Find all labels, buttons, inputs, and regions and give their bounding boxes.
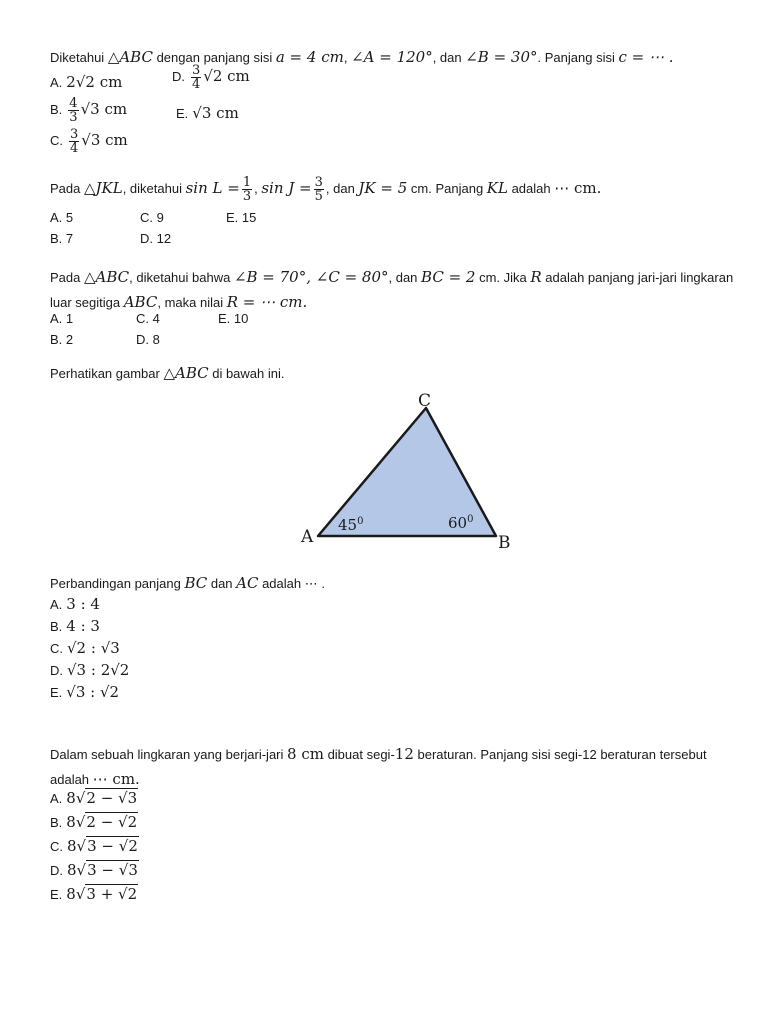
q1-option-b[interactable]: B. $\frac{4}{3}$ √3 cm bbox=[50, 96, 128, 125]
question-2-text: Pada △JKL, diketahui sin L = $\frac{1}{3}$ , sin J = $\frac{3}{5}$ , dan JK = 5 cm. Panjang KL adalah ⋯ cm. bbox=[50, 175, 602, 204]
q5-option-c[interactable]: C. 8√3 − √2 bbox=[50, 837, 138, 855]
q1-option-e[interactable]: E. √3 cm bbox=[176, 104, 239, 122]
q5-option-b[interactable]: B. 8√2 − √2 bbox=[50, 813, 138, 831]
triangle-abc: △ABC bbox=[107, 48, 153, 66]
fraction: $\frac{3}{4}$ bbox=[70, 127, 79, 156]
question-3-text: Pada △ABC, diketahui bahwa ∠B = 70°, ∠C = 80°, dan BC = 2 cm. Jika R adalah panjang jari-jari lingkaran luar segitiga ABC, maka nilai R = ⋯ cm. bbox=[50, 268, 734, 311]
q4-option-e[interactable]: E. √3 : √2 bbox=[50, 683, 120, 701]
q5-option-e[interactable]: E. 8√3 + √2 bbox=[50, 885, 138, 903]
q5-option-d[interactable]: D. 8√3 − √3 bbox=[50, 861, 138, 879]
question-4-prompt: Perbandingan panjang BC dan AC adalah ⋯ . bbox=[50, 574, 325, 592]
q4-option-c[interactable]: C. √2 : √3 bbox=[50, 639, 120, 657]
vertex-label-c: C bbox=[418, 391, 432, 411]
vertex-label-b: B bbox=[498, 533, 511, 553]
radical-sign: √ bbox=[75, 789, 86, 807]
radical-sign: √ bbox=[76, 861, 87, 879]
q2-option-a[interactable]: A. 5 bbox=[50, 210, 74, 225]
radical-sign: √ bbox=[76, 837, 87, 855]
question-5-text: Dalam sebuah lingkaran yang berjari-jari 8 cm dibuat segi-12 beraturan. Panjang sisi segi-12 beraturan tersebut adalah ⋯ cm. bbox=[50, 745, 707, 788]
fraction: $\frac{1}{3}$ bbox=[242, 175, 252, 204]
fraction: $\frac{3}{4}$ bbox=[192, 63, 201, 92]
q1-option-a[interactable]: A. 2√2 cm bbox=[50, 73, 123, 91]
triangle-figure bbox=[296, 388, 526, 553]
fraction: $\frac{3}{5}$ bbox=[314, 175, 323, 204]
vertex-label-a: A bbox=[301, 527, 314, 547]
question-1-text: Diketahui △ABC dengan panjang sisi a = 4 cm, ∠A = 120°, dan ∠B = 30°. Panjang sisi c = ⋯ . bbox=[50, 48, 674, 66]
q4-option-b[interactable]: B. 4 : 3 bbox=[50, 617, 100, 635]
angle-label-b: $60^0$ bbox=[448, 514, 474, 532]
fraction: $\frac{4}{3}$ bbox=[69, 96, 78, 125]
q2-option-c[interactable]: C. 9 bbox=[140, 210, 164, 225]
q2-option-e[interactable]: E. 15 bbox=[226, 210, 257, 225]
q1-option-d[interactable]: D. $\frac{3}{4}$ √2 cm bbox=[172, 63, 250, 92]
q4-option-d[interactable]: D. √3 : 2√2 bbox=[50, 661, 130, 679]
question-4-text: Perhatikan gambar △ABC di bawah ini. bbox=[50, 364, 285, 382]
q4-option-a[interactable]: A. 3 : 4 bbox=[50, 595, 100, 613]
q3-option-e[interactable]: E. 10 bbox=[218, 311, 249, 326]
q3-option-b[interactable]: B. 2 bbox=[50, 332, 74, 347]
q2-option-d[interactable]: D. 12 bbox=[140, 231, 172, 246]
q3-option-d[interactable]: D. 8 bbox=[136, 332, 160, 347]
angle-label-a: $45^0$ bbox=[338, 516, 364, 534]
q1-option-c[interactable]: C. $\frac{3}{4}$ √3 cm bbox=[50, 127, 128, 156]
q3-option-c[interactable]: C. 4 bbox=[136, 311, 160, 326]
q3-option-a[interactable]: A. 1 bbox=[50, 311, 74, 326]
q5-option-a[interactable]: A. 8√2 − √3 bbox=[50, 789, 138, 807]
q2-option-b[interactable]: B. 7 bbox=[50, 231, 74, 246]
radical-sign: √ bbox=[75, 885, 86, 903]
radical-sign: √ bbox=[75, 813, 86, 831]
